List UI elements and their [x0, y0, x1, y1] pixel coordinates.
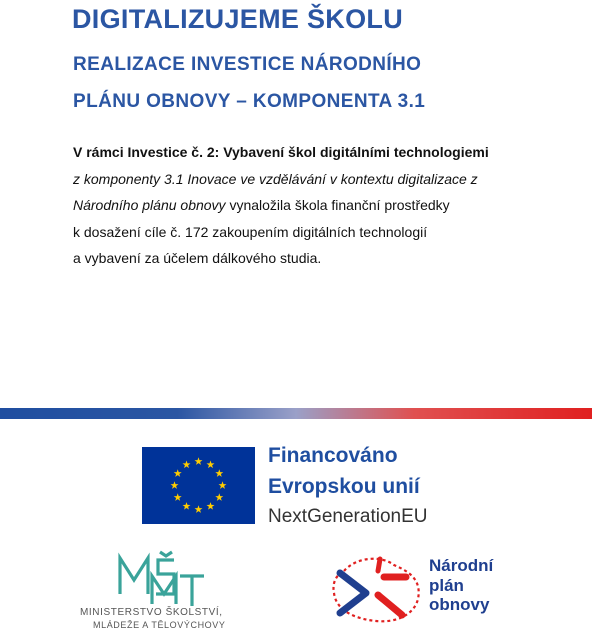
eu-funded-line-1: Financováno	[268, 444, 398, 467]
page-title: DIGITALIZUJEME ŠKOLU	[72, 4, 404, 34]
eu-funded-line-2: Evropskou unií	[268, 475, 420, 498]
subtitle-line-1: REALIZACE INVESTICE NÁRODNÍHO	[73, 54, 422, 75]
eu-nextgen-label: NextGenerationEU	[268, 506, 428, 527]
body-line-1: V rámci Investice č. 2: Vybavení škol digitálními technologiemi	[73, 144, 489, 160]
body-line-2: z komponenty 3.1 Inovace ve vzdělávání v kontextu digitalizace z	[73, 170, 478, 187]
msmt-name-line-1: MINISTERSTVO ŠKOLSTVÍ,	[80, 607, 223, 618]
body-line-3	[73, 192, 573, 219]
npo-label	[429, 556, 493, 615]
body-line-3-rest: vynaložila škola finanční prostředky	[225, 197, 450, 213]
body-line-3-italic: Národního plánu obnovy	[73, 197, 226, 213]
subtitle-line-2: PLÁNU OBNOVY – KOMPONENTA 3.1	[73, 91, 426, 112]
npo-line-2: plán	[429, 575, 464, 595]
npo-line-1: Národní	[429, 556, 494, 575]
npo-line-3: obnovy	[429, 595, 490, 614]
eu-flag-icon	[142, 447, 255, 524]
msmt-name-line-2: MLÁDEŽE A TĚLOVÝCHOVY	[93, 620, 226, 630]
color-stripe	[0, 408, 592, 419]
msmt-logo-icon	[112, 550, 207, 608]
narodni-plan-obnovy-logo-icon	[326, 549, 426, 629]
body-line-5: a vybavení za účelem dálkového studia.	[73, 250, 322, 266]
body-paragraph	[73, 139, 573, 272]
body-line-4: k dosažení cíle č. 172 zakoupením digitálních technologií	[73, 223, 428, 240]
